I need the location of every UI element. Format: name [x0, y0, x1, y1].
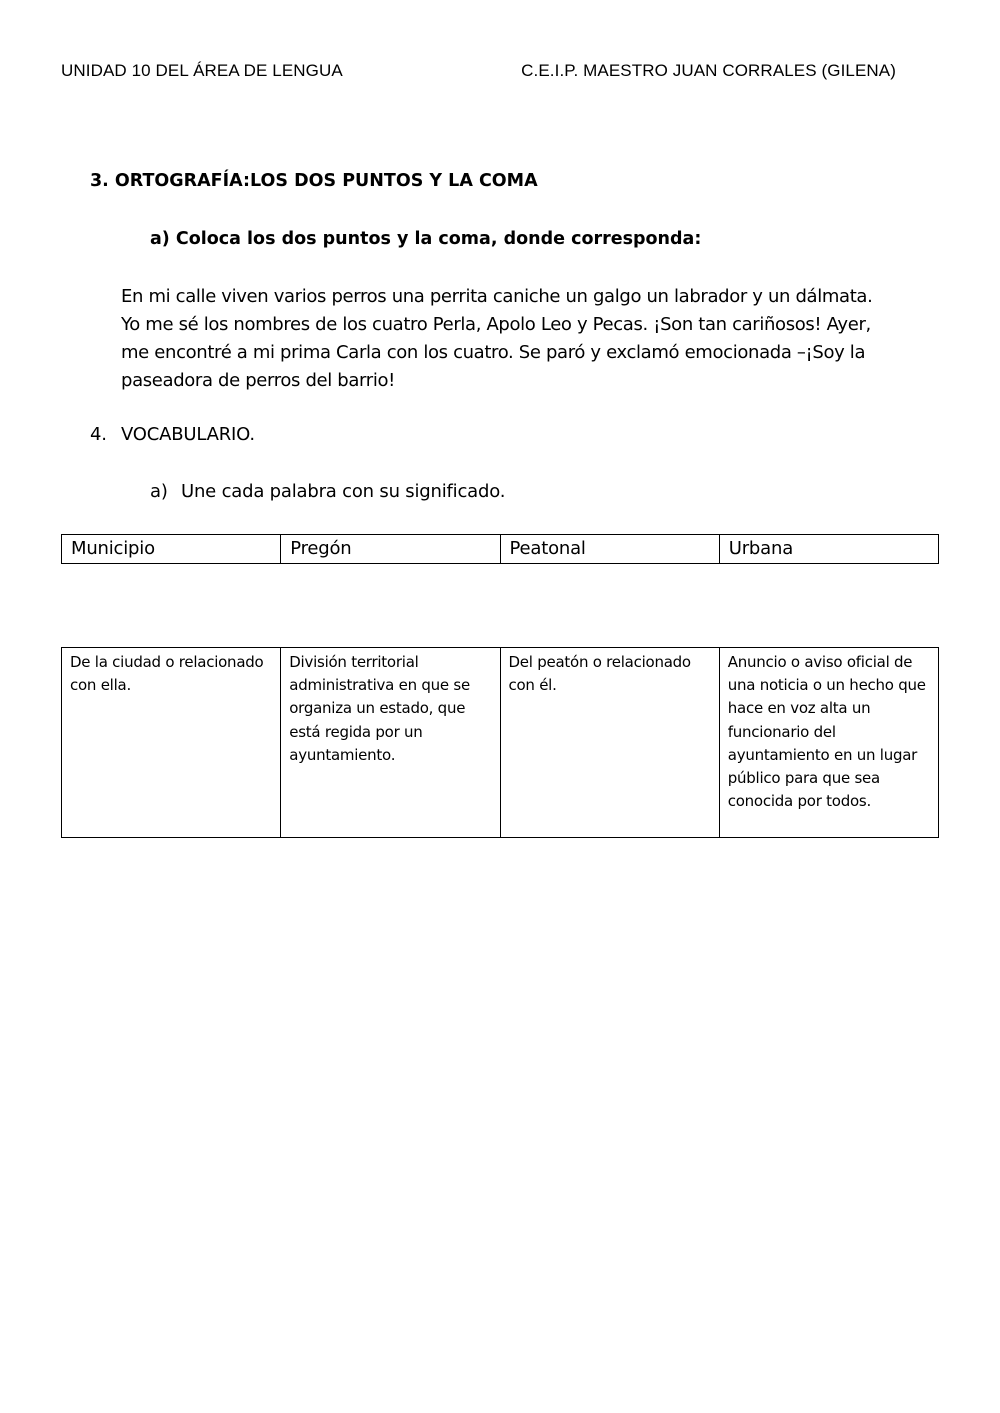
section-4-label: VOCABULARIO.: [121, 424, 255, 445]
paragraph-line: Yo me sé los nombres de los cuatro Perla, Apolo Leo y Pecas. ¡Son tan cariñosos! Ayer,: [121, 314, 871, 335]
definition-cell[interactable]: De la ciudad o relacionado con ella.: [62, 648, 281, 838]
table-row: [62, 535, 939, 564]
table-row: [62, 648, 939, 838]
section-4-instruction: [150, 481, 505, 502]
section-4-sub-label: Une cada palabra con su significado.: [181, 481, 506, 502]
word-cell[interactable]: Urbana: [719, 535, 938, 564]
word-cell[interactable]: Pregón: [281, 535, 500, 564]
words-table: [61, 534, 939, 564]
definitions-table: [61, 647, 939, 838]
exercise-paragraph: [121, 283, 936, 395]
definition-cell[interactable]: División territorial administrativa en que se organiza un estado, que está regida por un ayuntamiento.: [281, 648, 500, 838]
section-3-title: 3. ORTOGRAFÍA:LOS DOS PUNTOS Y LA COMA: [90, 171, 538, 191]
word-cell[interactable]: Municipio: [62, 535, 281, 564]
paragraph-line: paseadora de perros del barrio!: [121, 370, 395, 391]
word-cell[interactable]: Peatonal: [500, 535, 719, 564]
definition-cell[interactable]: Anuncio o aviso oficial de una noticia o un hecho que hace en voz alta un funcionario del ayuntamiento en un lugar público para que sea conocida por todos.: [719, 648, 938, 838]
section-3-instruction: a) Coloca los dos puntos y la coma, donde corresponda:: [150, 229, 702, 249]
header-left: UNIDAD 10 DEL ÁREA DE LENGUA: [61, 61, 343, 80]
paragraph-line: En mi calle viven varios perros una perrita caniche un galgo un labrador y un dálmata.: [121, 286, 873, 307]
section-4-title: [90, 424, 255, 445]
definition-cell[interactable]: Del peatón o relacionado con él.: [500, 648, 719, 838]
section-4-sub-number: a): [150, 481, 168, 502]
header-right: C.E.I.P. MAESTRO JUAN CORRALES (GILENA): [521, 61, 896, 80]
paragraph-line: me encontré a mi prima Carla con los cuatro. Se paró y exclamó emocionada –¡Soy la: [121, 342, 866, 363]
section-4-number: 4.: [90, 424, 107, 445]
